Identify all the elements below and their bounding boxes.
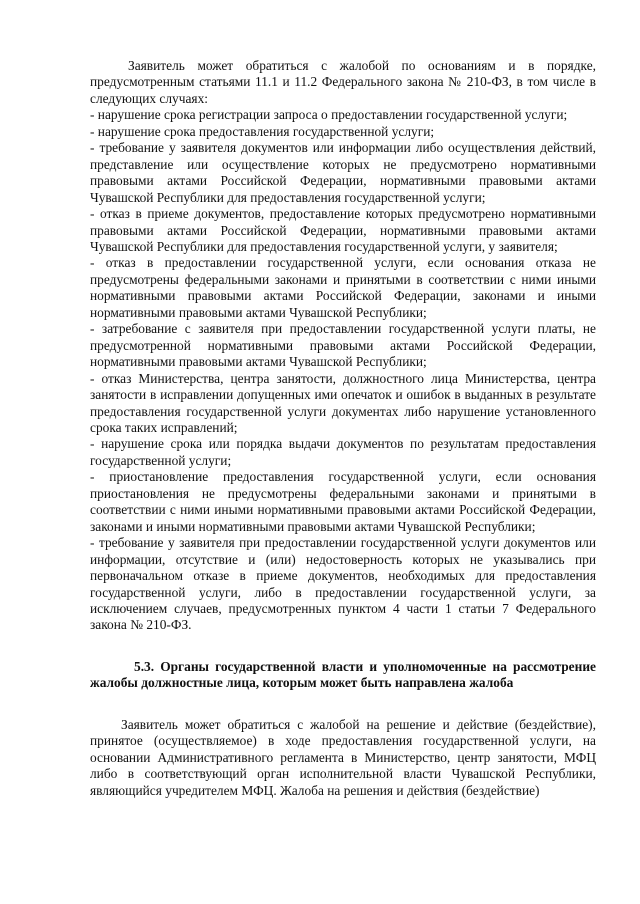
section-heading: 5.3. Органы государственной власти и уполномоченные на рассмотрение жалобы должностные лица, которым может быть направлена жалоба <box>90 658 596 691</box>
document-page <box>90 58 596 799</box>
case-item: - требование у заявителя при предоставлении государственной услуги документов или информации, отсутствие и (или) недостоверность которых не указывались при первоначальном отказе в приеме документов, необходимых для предоставления государственной услуги, либо в предоставлении государственной услуги, за исключением случаев, предусмотренных пунктом 4 части 1 статьи 7 Федерального закона № 210-ФЗ. <box>90 535 596 633</box>
case-item: - отказ в приеме документов, предоставление которых предусмотрено нормативными правовыми актами Российской Федерации, нормативными правовыми актами Чувашской Республики для предоставления государственной услуги, у заявителя; <box>90 206 596 254</box>
case-item: - затребование с заявителя при предоставлении государственной услуги платы, не предусмотренной нормативными правовыми актами Российской Федерации, нормативными правовыми актами Чувашской Республики; <box>90 321 596 370</box>
case-item: - отказ в предоставлении государственной услуги, если основания отказа не предусмотрены федеральными законами и принятыми в соответствии с ними иными нормативными правовыми актами Российской Федерации, законами и иными нормативными правовыми актами Чувашской Республики; <box>90 255 596 320</box>
section-paragraph: Заявитель может обратиться с жалобой на решение и действие (бездействие), принятое (осуществляемое) в ходе предоставления государственной услуги, на основании Административного регламента в Министерство, центр занятости, МФЦ либо в соответствующий орган исполнительной власти Чувашской Республики, являющийся учредителем МФЦ. Жалоба на решения и действия (бездействие) <box>90 716 596 798</box>
case-item: - нарушение срока регистрации запроса о предоставлении государственной услуги; <box>90 107 568 123</box>
case-item: - приостановление предоставления государственной услуги, если основания приостановления не предусмотрены федеральными законами и принятыми в соответствии с ними иными нормативными правовыми актами Российской Федерации, законами и иными нормативными правовыми актами Чувашской Республики; <box>90 469 596 534</box>
intro-paragraph: Заявитель может обратиться с жалобой по основаниям и в порядке, предусмотренным статьями 11.1 и 11.2 Федерального закона № 210-ФЗ, в том числе в следующих случаях: <box>90 58 596 106</box>
case-item: - отказ Министерства, центра занятости, должностного лица Министерства, центра занятости в исправлении допущенных ими опечаток и ошибок в выданных в результате предоставления государственной услуги документах либо нарушение установленного срока таких исправлений; <box>90 370 596 435</box>
case-item: - нарушение срока или порядка выдачи документов по результатам предоставления государственной услуги; <box>90 436 596 468</box>
case-item: - нарушение срока предоставления государственной услуги; <box>90 123 435 139</box>
case-item: - требование у заявителя документов или информации либо осуществления действий, представление или осуществление которых не предусмотрено нормативными правовыми актами Российской Федерации, нормативными правовыми актами Чувашской Республики для предоставления государственной услуги; <box>90 140 596 205</box>
